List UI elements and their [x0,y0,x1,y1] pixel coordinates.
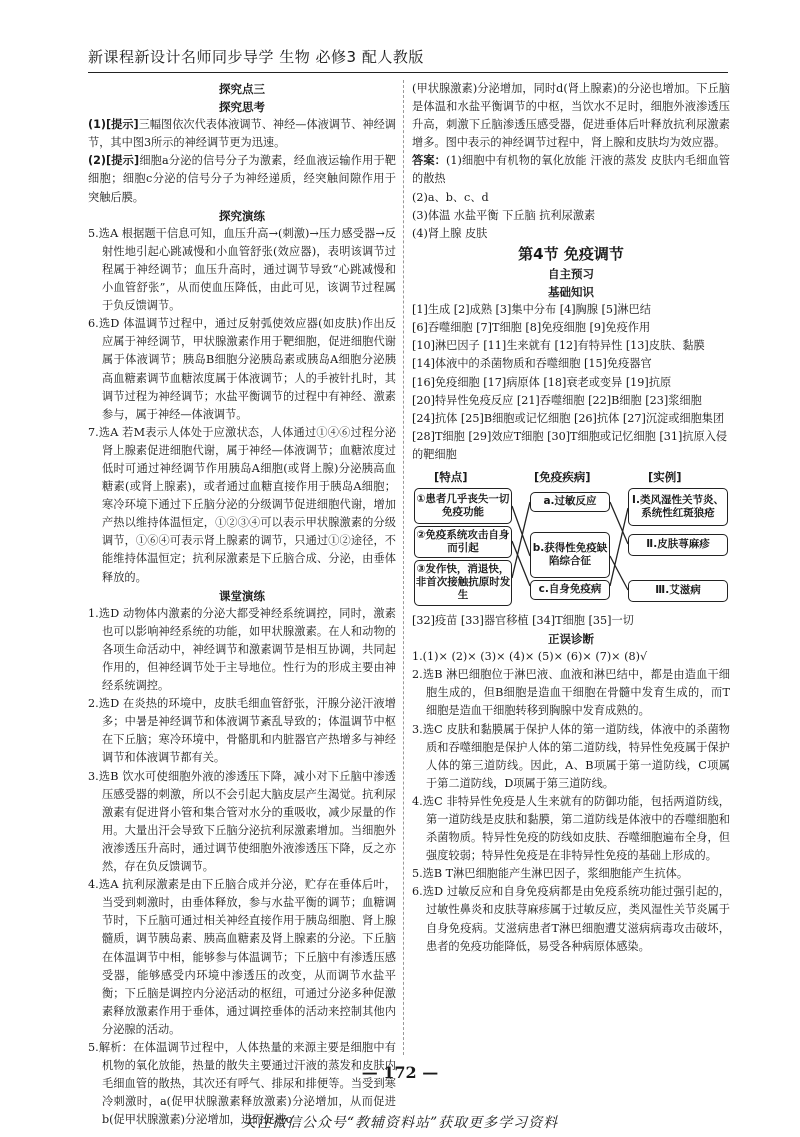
example-box-2: Ⅱ.皮肤荨麻疹 [628,534,728,556]
disease-box-c: c.自身免疫病 [530,580,610,600]
column-divider [403,80,404,1055]
answer-5-continued: (甲状腺激素)分泌增加，同时d(肾上腺素)的分泌也增加。下丘脑是体温和水盐平衡调节的中枢，当饮水不足时，细胞外液渗透压升高，刺激下丘脑渗透压感受器，促进垂体后叶释放抗利尿激素增多。图中表示的神经调节过程中，肾上腺和皮肤均为效应器。 [412,82,730,150]
immune-disease-diagram [412,468,730,608]
class-answer-3: 3.选B 饮水可使细胞外液的渗透压下降，减小对下丘脑中渗透压感受器的刺激，所以不会引起大脑皮层产生渴觉。抗利尿激素有促进肾小管和集合管对水分的重吸收，减少尿量的作用。大量出汗会导致下丘脑分泌抗利尿激素增加。当细胞外液渗透压升高时，通过调节使细胞外液渗透压下降，反之亦然，存在负反馈调节。 [88,769,396,874]
answer-7: 7.选A 若M表示人体处于应激状态，人体通过①④⑥过程分泌肾上腺素促进细胞代谢，属于神经—体液调节；血糖浓度过低时可通过神经调节作用胰岛A细胞(或肾上腺)分泌胰高血糖素(或肾上腺素)，或者通过血糖直接作用于胰岛A细胞；寒冷环境下通过下丘脑分泌的分级调节促进细胞代谢，增加产热以维持体温恒定，①②③④可以表示甲状腺激素的分级调节，①⑥④可表示肾上腺素的调节，只通过①②途径，不能维持体温恒定；抗利尿激素是下丘脑合成、分泌，由垂体释放的。 [88,425,396,584]
fill-line-6: [20]特异性免疫反应 [21]吞噬细胞 [22]B细胞 [23]浆细胞 [412,393,702,407]
answer-tag: 答案： [412,154,447,168]
think-answer-2: (2)[提示]细胞a分泌的信号分子为激素，经血液运输作用于靶细胞；细胞c分泌的信号分子为神经递质，经突触间隙作用于突触后膜。 [88,154,396,204]
header-title: 新课程新设计名师同步导学 生物 必修3 配人教版 [88,48,424,66]
left-column [88,80,396,1129]
diagnosis-5: 5.选B T淋巴细胞能产生淋巴因子，浆细胞能产生抗体。 [412,867,689,881]
link-a-ex2 [610,502,628,544]
heading-self-preview: 自主预习 [548,266,594,281]
fill-line-1: [1]生成 [2]成熟 [3]集中分布 [4]胸腺 [5]淋巴结 [412,303,651,317]
class-answer-5: 5.解析：在体温调节过程中，人体热量的来源主要是细胞中有机物的氧化放能，热量的散失主要通过汗液的蒸发和皮肤内毛细血管的散热，其次还有呼气、排尿和排便等。当受到寒冷刺激时，a(促甲状腺激素释放激素)分泌增加，从而促进b(促甲状腺激素)分泌增加，进而促进c [88,1040,396,1127]
hint-tag: (1)[提示] [88,118,139,132]
label-disease: [免疫疾病] [534,469,591,484]
feature-box-3: ③发作快，消退快，非首次接触抗原时发生 [414,560,512,606]
heading-right-wrong: 正误诊断 [548,632,594,647]
right-column [412,80,730,956]
fill-line-8: [32]疫苗 [33]器官移植 [34]T细胞 [35]一切 [412,613,634,627]
diagnosis-3: 3.选C 皮肤和黏膜属于保护人体的第一道防线，体液中的杀菌物质和吞噬细胞是保护人体的第二道防线，特异性免疫属于保护人体的第三道防线。因此，A、B项属于第一道防线，C项属于第二道防线，D项属于第三道防线。 [412,722,730,790]
class-answer-2: 2.选D 在炎热的环境中，皮肤毛细血管舒张，汗腺分泌汗液增多；中暑是神经调节和体液调节紊乱导致的；体温调节中枢在下丘脑；寒冷环境中，骨骼肌和内脏器官产热增多与神经调节和体液调节都有关。 [88,697,396,765]
fill-line-3: [10]淋巴因子 [11]生来就有 [12]有特异性 [13]皮肤、黏膜 [412,339,705,353]
diagnosis-2: 2.选B 淋巴细胞位于淋巴液、血液和淋巴结中，都是由造血干细胞生成的，但B细胞是造血干细胞在骨髓中发育生成的，而T细胞是造血干细胞转移到胸腺中发育成熟的。 [412,668,730,718]
class-answer-4: 4.选A 抗利尿激素是由下丘脑合成并分泌，贮存在垂体后叶，当受到刺激时，由垂体释放，参与水盐平衡的调节；血糖调节时，下丘脑可通过相关神经直接作用于胰岛细胞、肾上腺髓质，调节胰岛素、胰高血糖素及肾上腺素的分泌。下丘脑在体温调节中相，能够参与体温调节；下丘脑中有渗透压感受器，能够感受内环境中渗透压的改变，从而调节水盐平衡；下丘脑是调控内分泌活动的枢纽，可通过分泌多种促激素释放激素作用于垂体，通过调控垂体的活动来控制其他内分泌腺的活动。 [88,878,396,1036]
heading-explore-practice: 探究演练 [219,208,265,223]
example-box-3: Ⅲ.艾滋病 [628,580,728,602]
label-example: [实例] [648,469,682,484]
heading-class-practice: 课堂演练 [219,588,265,603]
page-number: — 172 — [361,1063,439,1082]
section-title: 第4节 免疫调节 [518,244,624,263]
feature-box-1: ①患者几乎丧失一切免疫功能 [414,488,512,524]
heading-explore-think: 探究思考 [219,100,265,115]
think-answer-1: (1)[提示]三幅图依次代表体液调节、神经—体液调节、神经调节，其中图3所示的神经调节更为迅速。 [88,118,396,150]
answer-line-3: (3)体温 水盐平衡 下丘脑 抗利尿激素 [412,208,596,222]
diagnosis-6: 6.选D 过敏反应和自身免疫病都是由免疫系统功能过强引起的，过敏性鼻炎和皮肤荨麻疹属于过敏反应，类风湿性关节炎属于自身免疫病。艾滋病患者T淋巴细胞遭艾滋病病毒攻击破坏，患者的免疫功能降低，易受各种病原体感染。 [412,885,730,953]
fill-line-2: [6]吞噬细胞 [7]T细胞 [8]免疫细胞 [9]免疫作用 [412,321,651,335]
example-box-1: Ⅰ.类风湿性关节炎、系统性红斑狼疮 [628,488,728,526]
answer-line-2: (2)a、b、c、d [412,190,489,204]
disease-box-a: a.过敏反应 [530,492,610,512]
page-header [88,46,728,73]
answer-5: 5.选A 根据题干信息可知，血压升高→(刺激)→压力感受器→反射性地引起心跳减慢和小血管舒张(效应器)，表明该调节过程属于神经调节；血压升高时，通过调节导致“心跳减慢和小血管舒张”，从而使血压降低，由此可见，该调节过程属于负反馈调节。 [88,226,396,313]
answer-line-1: 答案：(1)细胞中有机物的氧化放能 汗液的蒸发 皮肤内毛细血管的散热 [412,154,730,186]
fill-line-4: [14]体液中的杀菌物质和吞噬细胞 [15]免疫器官 [412,357,652,371]
feature-box-2: ②免疫系统攻击自身而引起 [414,526,512,558]
fill-line-7: [24]抗体 [25]B细胞或记忆细胞 [26]抗体 [27]沉淀或细胞集团 [28]T细胞 [29]效应T细胞 [30]T细胞或记忆细胞 [31]抗原入侵的靶细胞 [412,411,728,461]
diagnosis-1: 1.(1)× (2)× (3)× (4)× (5)× (6)× (7)× (8)√ [412,650,648,664]
label-feature: [特点] [434,469,468,484]
answer-6: 6.选D 体温调节过程中，通过反射弧使效应器(如皮肤)作出反应属于神经调节，甲状腺激素作用于靶细胞，促进细胞代谢属于体液调节；胰岛B细胞分泌胰岛素或胰岛A细胞分泌胰高血糖素调节血糖浓度属于体液调节；人的手被针扎时，其调节过程为神经调节；水盐平衡调节的过程中有神经、激素参与，属于神经—体液调节。 [88,317,396,421]
heading-basic-knowledge: 基础知识 [548,285,594,300]
disease-box-b: b.获得性免疫缺陷综合征 [530,532,610,578]
answer-line-4: (4)肾上腺 皮肤 [412,226,488,240]
class-answer-1: 1.选D 动物体内激素的分泌大都受神经系统调控，同时，激素也可以影响神经系统的功能，如甲状腺激素。在人和动物的各项生命活动中，神经调节和激素调节是相互协调，共同起作用的，但神经调节处于主导地位。性行为的形成主要由神经系统调控。 [88,606,396,693]
footer-note: 关注微信公众号“教辅资料站”获取更多学习资料 [241,1115,559,1131]
heading-explore-point: 探究点三 [219,82,265,96]
fill-line-5: [16]免疫细胞 [17]病原体 [18]衰老或变异 [19]抗原 [412,375,672,389]
hint-tag: (2)[提示] [88,154,140,168]
diagnosis-4: 4.选C 非特异性免疫是人生来就有的防御功能，包括两道防线，第一道防线是皮肤和黏膜，第二道防线是体液中的吞噬细胞和杀菌物质。特异性免疫的防线如皮肤、吞噬细胞遍布全身，但强度较弱；特异性免疫是在非特异性免疫的基础上形成的。 [412,794,730,863]
